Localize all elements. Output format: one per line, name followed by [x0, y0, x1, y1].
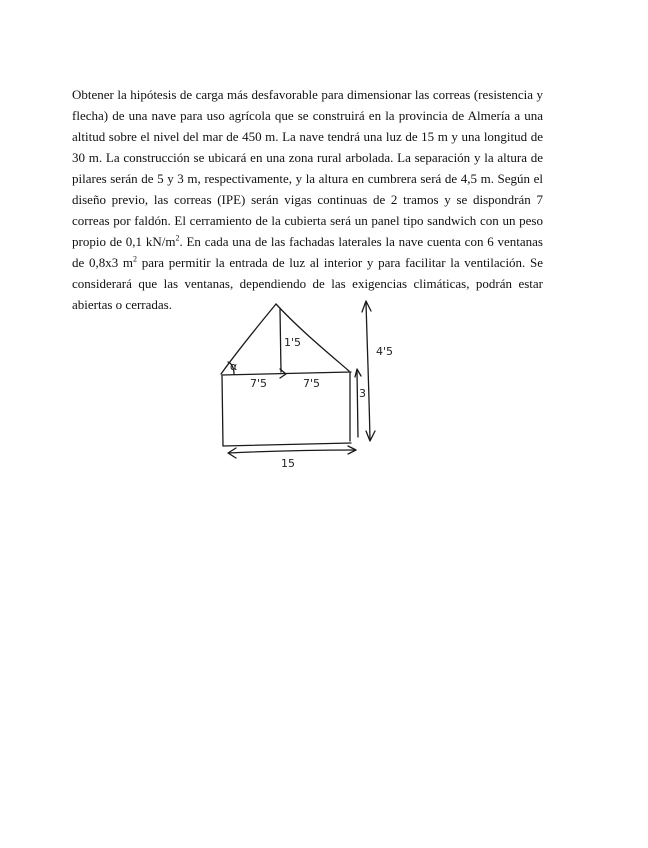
problem-text-part-1: Obtener la hipótesis de carga más desfavorable para dimensionar las correas (resistencia y flecha) de una nave para uso agrícola que se construirá en la provincia de Almería a una altitud sobre el nivel del mar de 450 m. La nave tendrá una luz de 15 m y una longitud de 30 m. La construcción se ubicará en una zona rural arbolada. La separación y la altura de pilares serán de 5 y 3 m, respectivamente, y la altura en cumbrera será de 4,5 m. Según el diseño previo, las correas (IPE) serán vigas continuas de 2 tramos y se dispondrán 7 correas por faldón. El cerramiento de la cubierta será un panel tipo sandwich con un peso propio de 0,1 kN/m: [72, 87, 543, 249]
wall-height-label: 3: [359, 387, 366, 400]
floor-line: [223, 443, 351, 446]
ridge-height-label: 1'5: [284, 336, 302, 349]
span-label: 15: [281, 457, 295, 470]
total-height-label: 4'5: [376, 345, 394, 358]
total-height-dimension: [366, 302, 370, 440]
problem-text-part-2: . En cada una de las fachadas laterales la nave cuenta con 6 ventanas de 0,8x3 m: [72, 234, 543, 270]
superscript-2-a: 2: [175, 233, 180, 243]
eave-line: [222, 372, 351, 375]
wall-height-arrow-top: [355, 369, 361, 377]
ridge-height-line: [280, 309, 281, 372]
wall-height-dimension: [357, 371, 358, 437]
half-span-right-label: 7'5: [303, 377, 321, 390]
problem-text-part-3: para permitir la entrada de luz al interior y para facilitar la ventilación. Se considerará que las ventanas, dependiendo de las exigencias climáticas, podrán estar abiertas o cerradas.: [72, 255, 543, 312]
alpha-label: α: [230, 360, 238, 373]
left-wall: [222, 375, 223, 446]
superscript-2-b: 2: [133, 254, 138, 264]
half-span-left-label: 7'5: [250, 377, 268, 390]
span-dimension: [229, 450, 356, 453]
